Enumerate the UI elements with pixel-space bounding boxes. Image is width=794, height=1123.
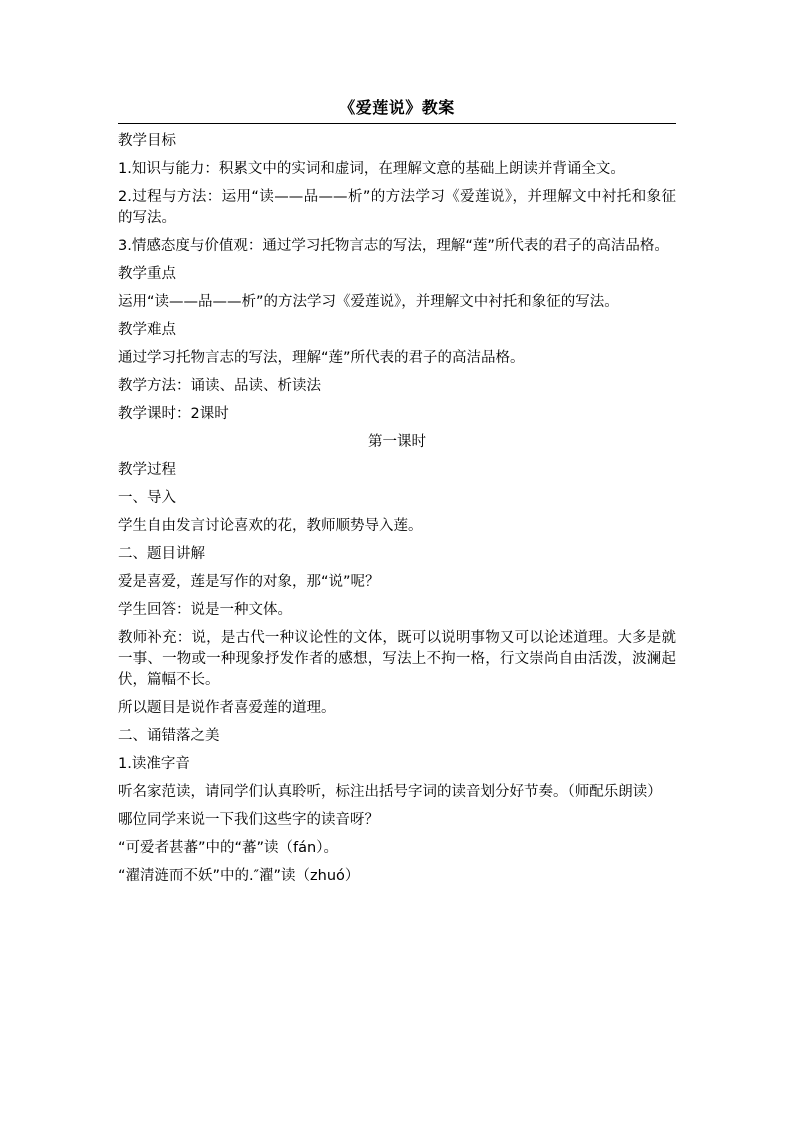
introduction-text: 学生自由发言讨论喜欢的花，教师顺势导入莲。 bbox=[118, 518, 423, 534]
teaching-hours: 教学课时：2课时 bbox=[118, 406, 229, 422]
lesson-one-heading: 第一课时 bbox=[368, 434, 426, 450]
objective-process: 2.过程与方法：运用“读——品——析”的方法学习《爱莲说》，并理解文中衬托和象征的写法。 bbox=[118, 189, 676, 226]
step-recitation: 二、诵错落之美 bbox=[118, 728, 220, 744]
document-body bbox=[118, 131, 676, 894]
objective-values: 3.情感态度与价值观：通过学习托物言志的写法，理解“莲”所代表的君子的高洁品格。 bbox=[118, 238, 669, 254]
teacher-supplement: 教师补充：说，是古代一种议论性的文体，既可以说明事物又可以论述道理。大多是就一事、一物或一种现象抒发作者的感想，写法上不拘一格，行文崇尚自由活泼，波澜起伏，篇幅不长。 bbox=[118, 630, 676, 688]
key-points-text: 运用“读——品——析”的方法学习《爱莲说》，并理解文中衬托和象征的写法。 bbox=[118, 294, 619, 310]
sub-step-pronunciation: 1.读准字音 bbox=[118, 756, 190, 772]
section-heading-process: 教学过程 bbox=[118, 462, 176, 478]
step-introduction: 一、导入 bbox=[118, 490, 176, 506]
teaching-methods: 教学方法：诵读、品读、析读法 bbox=[118, 378, 321, 394]
document-title: 《爱莲说》教案 bbox=[339, 98, 455, 117]
section-heading-difficulties: 教学难点 bbox=[118, 322, 176, 338]
step-title-explanation: 二、题目讲解 bbox=[118, 546, 205, 562]
pronunciation-question: 哪位同学来说一下我们这些字的读音呀？ bbox=[118, 812, 379, 828]
title-divider bbox=[118, 123, 676, 124]
pronunciation-fan: “可爱者甚蕃”中的“蕃”读（fán）。 bbox=[118, 840, 338, 856]
section-heading-key-points: 教学重点 bbox=[118, 266, 176, 282]
objective-knowledge: 1.知识与能力：积累文中的实词和虚词，在理解文意的基础上朗读并背诵全文。 bbox=[118, 161, 625, 177]
listening-instruction: 听名家范读，请同学们认真聆听，标注出括号字词的读音划分好节奏。（师配乐朗读） bbox=[118, 784, 662, 800]
pronunciation-zhuo: “濯清涟而不妖”中的.″濯”读（zhuó） bbox=[118, 868, 360, 884]
difficulties-text: 通过学习托物言志的写法，理解“莲”所代表的君子的高洁品格。 bbox=[118, 350, 525, 366]
section-heading-objectives: 教学目标 bbox=[118, 133, 176, 149]
title-conclusion: 所以题目是说作者喜爱莲的道理。 bbox=[118, 700, 336, 716]
title-question: 爱是喜爱，莲是写作的对象，那“说”呢？ bbox=[118, 574, 380, 590]
student-answer: 学生回答：说是一种文体。 bbox=[118, 602, 292, 618]
